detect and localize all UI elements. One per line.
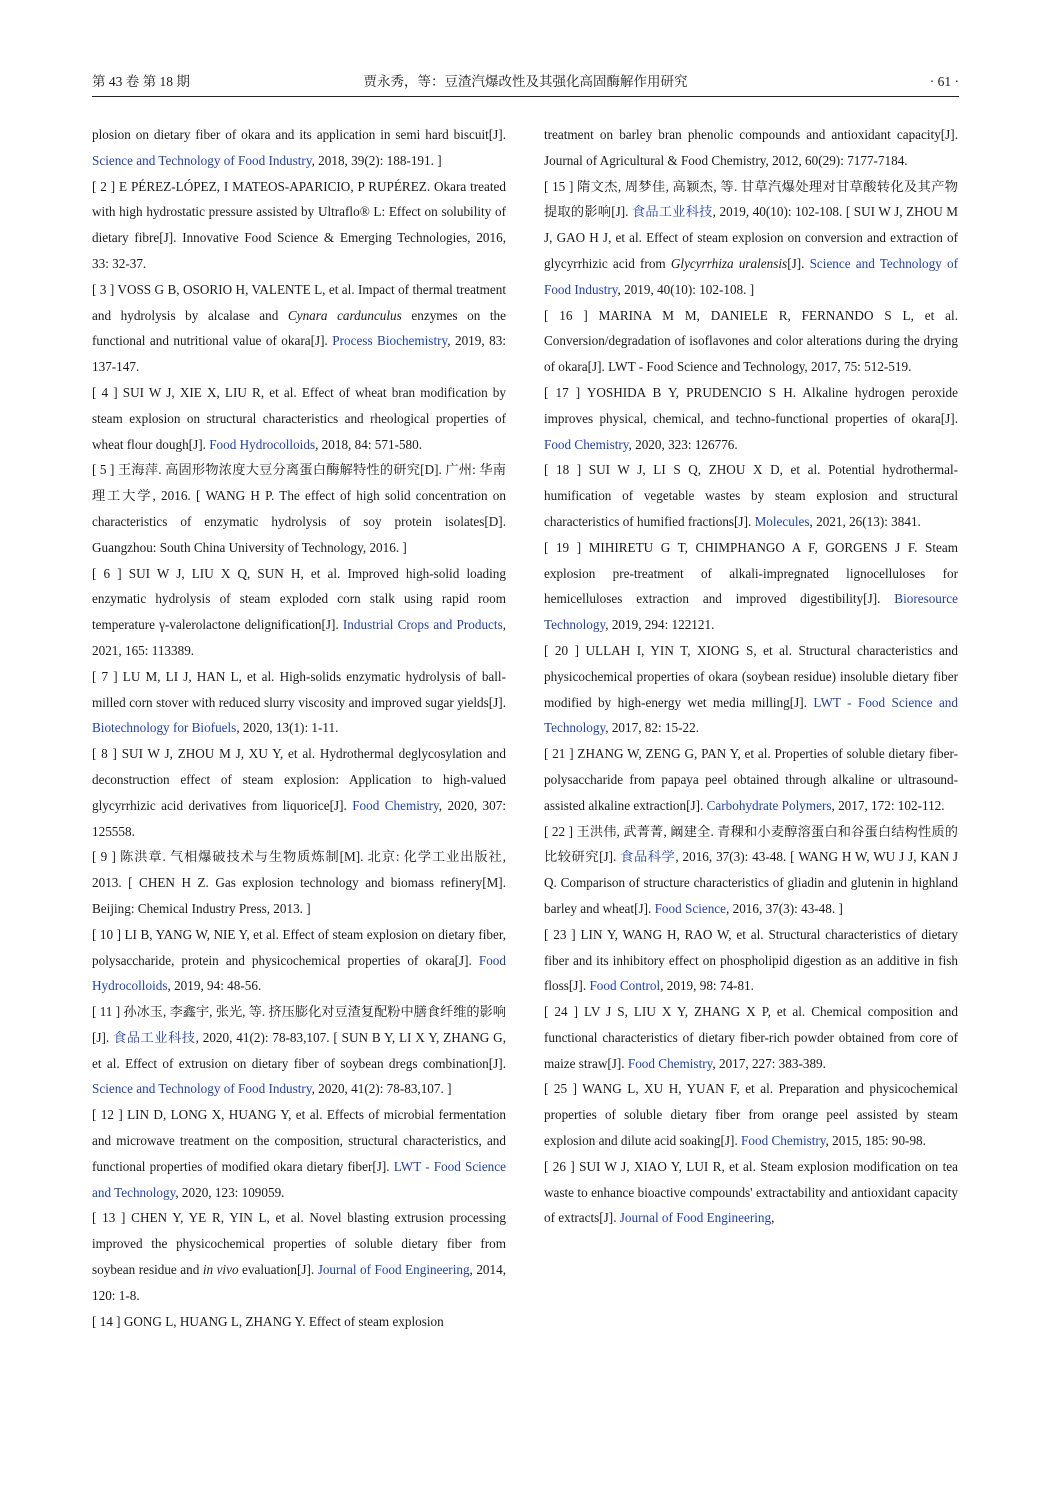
journal-link[interactable]: Food Chemistry <box>544 436 629 452</box>
reference-entry <box>544 1154 958 1231</box>
reference-entry <box>92 277 506 380</box>
reference-text: , <box>771 1210 775 1226</box>
reference-text: , 2020, 307: 125558. <box>92 797 506 839</box>
reference-text: [ 3 ] VOSS G B, OSORIO H, VALENTE L, et al. Impact of thermal treatment and hydrolysis by alcalase and <box>92 281 506 323</box>
reference-text: [ 11 ] 孙冰玉, 李鑫宇, 张光, 等. 挤压膨化对豆渣复配粉中膳食纤维的影响[J]. <box>92 1004 506 1045</box>
reference-text: [ 8 ] SUI W J, ZHOU M J, XU Y, et al. Hydrothermal deglycosylation and deconstruction effect of steam explosion: Application to high-valued glycyrrhizic acid derivatives from liquorice[J]. <box>92 746 506 813</box>
reference-entry <box>92 174 506 277</box>
reference-text: [ 5 ] 王海萍. 高固形物浓度大豆分离蛋白酶解特性的研究[D]. 广州: 华南理工大学, 2016. [ WANG H P. The effect of high solid concentration on characteristics of enzymatic hydrolysis of soy protein isolates[D]. Guangzhou: South China University of Technology, 2016. ] <box>92 462 506 555</box>
reference-text: , 2021, 165: 113389. <box>92 617 506 658</box>
reference-text: , 2015, 185: 90-98. <box>825 1133 926 1149</box>
reference-text: , 2016, 37(3): 43-48. ] <box>726 900 843 916</box>
reference-entry <box>544 638 958 741</box>
running-title: 贾永秀，等：豆渣汽爆改性及其强化高固酶解作用研究 <box>363 74 688 89</box>
reference-text: treatment on barley bran phenolic compounds and antioxidant capacity[J]. Journal of Agricultural & Food Chemistry, 2012, 60(29): 7177-7184. <box>544 127 958 168</box>
page-header <box>92 72 959 96</box>
reference-text: , 2016, 37(3): 43-48. [ WANG H W, WU J J, KAN J Q. Comparison of structure characteristics of gliadin and glutenin in highland barley and wheat[J]. <box>544 849 959 916</box>
journal-link[interactable]: Food Hydrocolloids <box>92 952 506 994</box>
reference-entry <box>92 664 506 741</box>
journal-link[interactable]: Food Science <box>654 900 727 916</box>
reference-entry <box>544 303 958 380</box>
reference-entry <box>544 535 958 638</box>
reference-text: evaluation[J]. <box>238 1262 318 1278</box>
reference-text: [ 2 ] E PÉREZ-LÓPEZ, I MATEOS-APARICIO, P RUPÉREZ. Okara treated with high hydrostatic pressure assisted by Ultraflo® L: Effect on solubility of dietary fibre[J]. Innovative Food Science & Emerging Technologies, 2016, 33: 32-37. <box>92 178 506 271</box>
reference-entry <box>92 922 506 999</box>
reference-text: [ 13 ] CHEN Y, YE R, YIN L, et al. Novel blasting extrusion processing improved the physicochemical properties of soluble dietary fiber from soybean residue and <box>92 1210 506 1278</box>
reference-entry <box>92 561 506 664</box>
reference-text: [ 17 ] YOSHIDA B Y, PRUDENCIO S H. Alkaline hydrogen peroxide improves physical, chemical, and techno-functional properties of okara[J]. <box>544 384 958 426</box>
reference-text: plosion on dietary fiber of okara and its application in semi hard biscuit[J]. <box>92 127 506 142</box>
reference-text: [ 14 ] GONG L, HUANG L, ZHANG Y. Effect of steam explosion <box>92 1313 444 1329</box>
reference-text: , 2019, 98: 74-81. <box>660 978 754 994</box>
reference-text: [ 6 ] SUI W J, LIU X Q, SUN H, et al. Improved high-solid loading enzymatic hydrolysis of steam exploded corn stalk using rapid room temperature γ-valerolactone delignification[J]. <box>92 565 506 633</box>
journal-link[interactable]: LWT - Food Science and Technology <box>92 1158 506 1200</box>
reference-entry <box>92 999 506 1102</box>
journal-issue: 第 43 卷 第 18 期 <box>92 74 190 89</box>
reference-text: , 2019, 40(10): 102-108. [ SUI W J, ZHOU M J, GAO H J, et al. Effect of steam explosion on conversion and extraction of glycyrrhizic acid from <box>544 204 959 271</box>
reference-text: , 2019, 294: 122121. <box>605 617 715 633</box>
reference-entry <box>92 741 506 844</box>
reference-entry <box>92 1309 506 1335</box>
journal-link[interactable]: Carbohydrate Polymers <box>706 797 832 813</box>
reference-text: , 2020, 41(2): 78-83,107. [ SUN B Y, LI X Y, ZHANG G, et al. Effect of extrusion on dietary fiber of soybean dregs combination[J]. <box>92 1029 506 1071</box>
reference-entry <box>92 844 506 921</box>
journal-link[interactable]: Food Chemistry <box>627 1055 713 1071</box>
reference-entry <box>544 999 958 1076</box>
reference-text: , 2020, 123: 109059. <box>175 1184 285 1200</box>
journal-link[interactable]: LWT - Food Science and Technology <box>544 694 958 736</box>
journal-link[interactable]: Industrial Crops and Products <box>342 617 503 633</box>
journal-link[interactable]: 食品工业科技 <box>631 204 713 220</box>
journal-link[interactable]: Food Chemistry <box>741 1133 826 1149</box>
reference-entry <box>544 819 958 922</box>
reference-text: enzymes on the functional and nutritional value of okara[J]. <box>92 307 507 349</box>
reference-text: [ 9 ] 陈洪章. 气相爆破技术与生物质炼制[M]. 北京: 化学工业出版社, 2013. [ CHEN H Z. Gas explosion technology and biomass refinery[M]. Beijing: Chemical Industry Press, 2013. ] <box>92 849 506 916</box>
reference-text: [ 10 ] LI B, YANG W, NIE Y, et al. Effect of steam explosion on dietary fiber, polysaccharide, protein and physicochemical properties of okara[J]. <box>92 926 506 968</box>
italic-term: in vivo <box>202 1262 239 1278</box>
journal-link[interactable]: 食品科学 <box>620 849 676 865</box>
reference-text: , 2020, 323: 126776. <box>628 436 738 452</box>
journal-link[interactable]: Food Hydrocolloids <box>209 436 316 452</box>
reference-text: , 2019, 40(10): 102-108. ] <box>617 281 755 297</box>
reference-entry <box>544 122 958 174</box>
reference-text: , 2018, 39(2): 188-191. ] <box>311 152 442 168</box>
reference-text: [ 4 ] SUI W J, XIE X, LIU R, et al. Effect of wheat bran modification by steam explosion on structural characteristics and rheological properties of wheat flour dough[J]. <box>92 384 506 452</box>
reference-text: [ 19 ] MIHIRETU G T, CHIMPHANGO A F, GORGENS J F. Steam explosion pre-treatment of alkali-impregnated lignocelluloses for hemicelluloses extraction and improved digestibility[J]. <box>544 539 958 607</box>
reference-text: [ 21 ] ZHANG W, ZENG G, PAN Y, et al. Properties of soluble dietary fiber-polysaccharide from papaya peel obtained through alkaline or ultrasound-assisted alkaline extraction[J]. <box>544 746 958 813</box>
journal-link[interactable]: Bioresource Technology <box>544 591 958 633</box>
reference-text: [ 18 ] SUI W J, LI S Q, ZHOU X D, et al. Potential hydrothermal-humification of vegetable wastes by steam explosion and structural characteristics of humified fractions[J]. <box>544 462 958 529</box>
journal-link[interactable]: Science and Technology of Food Industry <box>92 1081 312 1097</box>
journal-link[interactable]: Biotechnology for Biofuels <box>92 720 237 736</box>
reference-entry <box>544 174 958 303</box>
journal-link[interactable]: Science and Technology of Food Industry <box>92 152 312 168</box>
reference-text: [ 7 ] LU M, LI J, HAN L, et al. High-solids enzymatic hydrolysis of ball-milled corn stover with reduced slurry viscosity and improved sugar yields[J]. <box>92 668 506 710</box>
reference-entry <box>92 457 506 560</box>
reference-entry <box>92 1205 506 1308</box>
reference-text: , 2019, 83: 137-147. <box>92 333 506 375</box>
reference-text: , 2021, 26(13): 3841. <box>809 513 921 529</box>
reference-text: [ 22 ] 王洪伟, 武菁菁, 阚建全. 青稞和小麦醇溶蛋白和谷蛋白结构性质的比较研究[J]. <box>544 823 958 865</box>
reference-text: [ 15 ] 隋文杰, 周梦佳, 高颖杰, 等. 甘草汽爆处理对甘草酸转化及其产物提取的影响[J]. <box>544 178 958 220</box>
reference-entry <box>92 122 506 174</box>
journal-link[interactable]: Process Biochemistry <box>332 333 448 349</box>
journal-link[interactable]: Food Chemistry <box>352 797 439 813</box>
reference-text: , 2017, 82: 15-22. <box>605 720 699 736</box>
reference-text: [ 25 ] WANG L, XU H, YUAN F, et al. Preparation and physicochemical properties of soluble dietary fiber from orange peel assisted by steam explosion and dilute acid soaking[J]. <box>544 1081 958 1149</box>
reference-entry <box>544 922 958 999</box>
reference-entry <box>544 741 958 818</box>
journal-link[interactable]: Molecules <box>754 513 810 529</box>
reference-entry <box>544 457 958 534</box>
reference-text: [ 20 ] ULLAH I, YIN T, XIONG S, et al. Structural characteristics and physicochemical properties of okara (soybean residue) insoluble dietary fiber modified by high-energy wet media milling[J]. <box>544 642 958 710</box>
reference-text: , 2020, 41(2): 78-83,107. ] <box>311 1081 452 1097</box>
journal-link[interactable]: 食品工业科技 <box>113 1029 196 1045</box>
reference-text: , 2017, 227: 383-389. <box>712 1055 826 1071</box>
journal-link[interactable]: Journal of Food Engineering <box>317 1262 470 1278</box>
reference-column-right <box>544 122 958 1231</box>
reference-text: , 2017, 172: 102-112. <box>831 797 945 813</box>
reference-text: , 2018, 84: 571-580. <box>315 436 423 452</box>
header-rule <box>92 96 959 97</box>
reference-entry <box>92 380 506 457</box>
reference-text: , 2019, 94: 48-56. <box>167 978 262 994</box>
reference-text: [ 16 ] MARINA M M, DANIELE R, FERNANDO S L, et al. Conversion/degradation of isoflavones and color alterations during the drying of okara[J]. LWT - Food Science and Technology, 2017, 75: 512-519. <box>544 307 958 375</box>
reference-text: [J]. <box>787 255 810 271</box>
reference-text: [ 12 ] LIN D, LONG X, HUANG Y, et al. Effects of microbial fermentation and microwave treatment on the composition, structural characteristics, and functional properties of modified okara dietary fiber[J]. <box>92 1107 506 1174</box>
reference-text: [ 26 ] SUI W J, XIAO Y, LUI R, et al. Steam explosion modification on tea waste to enhance bioactive compounds' extractability and antioxidant capacity of extracts[J]. <box>544 1158 958 1226</box>
reference-text: [ 24 ] LV J S, LIU X Y, ZHANG X P, et al. Chemical composition and functional characteristics of dietary fiber-rich powder obtained from core of maize straw[J]. <box>544 1004 958 1071</box>
italic-term: Glycyrrhiza uralensis <box>670 255 788 271</box>
reference-entry <box>544 1076 958 1153</box>
journal-link[interactable]: Science and Technology of Food Industry <box>544 255 959 297</box>
journal-link[interactable]: Food Control <box>589 978 661 994</box>
reference-text: , 2020, 13(1): 1-11. <box>236 720 339 736</box>
journal-link[interactable]: Journal of Food Engineering <box>619 1210 772 1226</box>
reference-entry <box>92 1102 506 1205</box>
reference-text: , 2014, 120: 1-8. <box>92 1262 507 1303</box>
reference-entry <box>544 380 958 457</box>
italic-term: Cynara cardunculus <box>287 307 402 323</box>
reference-column-left <box>92 122 506 1334</box>
page-number: · 61 · <box>929 74 959 89</box>
reference-text: [ 23 ] LIN Y, WANG H, RAO W, et al. Structural characteristics of dietary fiber and its inhibitory effect on phospholipid digestion as an additive in fish floss[J]. <box>544 926 958 994</box>
